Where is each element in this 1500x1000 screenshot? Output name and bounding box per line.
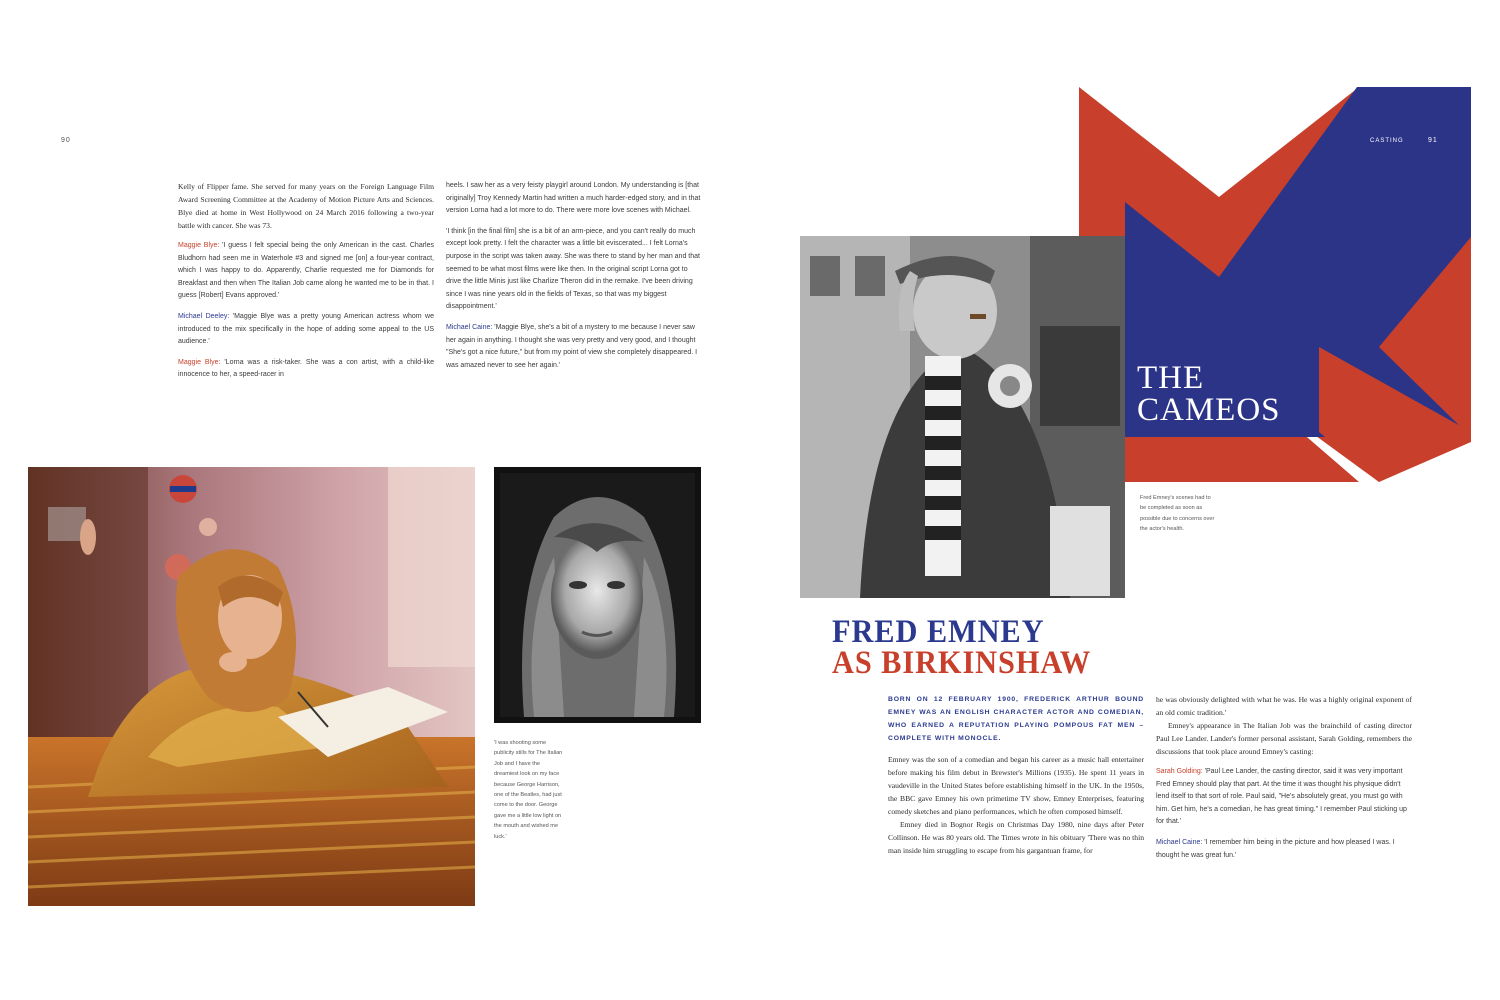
section-title-line-1: THE xyxy=(1137,360,1205,396)
quote-text: 'I guess I felt special being the only American in the cast. Charles Bludhorn had seen me in Waterhole #3 and signed me [on] a four-year contract, which I was happy to do. Apparently, Charlie requested me for Diamonds for Breakfast and then when The Italian Job came along he wanted me to be in that. I guess [Robert] Evans approved.' xyxy=(178,242,434,300)
col2-paragraph-1: he was obviously delighted with what he was. He was a highly original exponent of an old comic tradition.' xyxy=(1156,695,1412,717)
quote-text: 'Paul Lee Lander, the casting director, said it was very important Fred Emney should play that part. At the time it was thought his physique didn't lend itself to that sort of role. Paul said, "He's absolutely great, you must go with him. Get him, he's a comedian, he has great timing." I remember Paul sticking up for that.' xyxy=(1156,768,1407,826)
left-page-number: 90 xyxy=(61,137,71,144)
quote-golding xyxy=(1156,766,1412,829)
body-text xyxy=(888,753,1144,857)
portrait-caption: 'I was shooting some publicity stills for The Italian Job and I have the dreamiest look on my face because George Harrison, one of the Beatles, had just come to the door. George gave me a little low light on the mouth and wished me luck.' xyxy=(494,740,563,840)
left-column-2 xyxy=(446,180,702,380)
speaker-name: Sarah Golding: xyxy=(1156,768,1203,775)
quote-caine xyxy=(446,322,702,372)
speaker-name: Michael Deeley: xyxy=(178,312,230,320)
quote-text: 'Maggie Blye was a pretty young American actress whom we introduced to the mix specifically in the hope of adding some appeal to the US audience.' xyxy=(178,312,434,346)
quote-text: 'I remember him being in the picture and how pleased I was. I thought he was great fun.' xyxy=(1156,838,1395,859)
section-title xyxy=(1137,362,1281,426)
right-column-1 xyxy=(888,693,1144,865)
quote-text: 'Lorna was a risk-taker. She was a con artist, with a child-like innocence to her, a speed-racer in xyxy=(178,358,435,379)
maggie-blye-color-photo xyxy=(28,467,475,906)
col2-paragraph-2: 'I think [in the final film] she is a bit of an arm-piece, and you can't really do much except look pretty. I felt the character was a little bit eviscerated... I felt Lorna's purpose in the script was taken away. She was there to stand by her man and that seemed to be what most films were like then. In the original script Lorna got to drive the little Minis just like Charlize Theron did in the remake. I've been driving since I was nine years old in the fields of Texas, so that was my biggest disappointment.' xyxy=(446,227,700,311)
striped-scarf xyxy=(925,356,961,576)
running-head: CASTING xyxy=(1370,138,1404,144)
col2-paragraph-1: heels. I saw her as a very feisty playgirl around London. My understanding is [that originally] Troy Kennedy Martin had written a much harder-edged story, and in that version Lorna had a lot more to do. There were more love scenes with Michael. xyxy=(446,182,701,215)
right-page-number: 91 xyxy=(1428,137,1438,144)
speaker-name: Maggie Blye: xyxy=(178,242,220,249)
left-column-1 xyxy=(178,180,434,390)
section-title-line-2: CAMEOS xyxy=(1137,392,1281,428)
speaker-name: Maggie Blye: xyxy=(178,358,221,366)
headline xyxy=(832,614,1092,681)
col2-body xyxy=(1156,693,1412,758)
quote-block xyxy=(178,240,434,382)
intro-paragraph: Kelly of Flipper fame. She served for many years on the Foreign Language Film Award Screening Committee at the Academy of Motion Picture Arts and Sciences. Blye died at home in West Hollywood on 24 March 2016 following a two-year battle with cancer. She was 73. xyxy=(178,182,434,230)
headline-line-2: AS BIRKINSHAW xyxy=(832,645,1092,681)
col2-quotes xyxy=(1156,766,1412,862)
right-column-2 xyxy=(1156,693,1412,870)
emney-photo-caption: Fred Emney's scenes had to be completed as soon as possible due to concerns over the actor's health. xyxy=(1140,495,1215,533)
headline-line-1: FRED EMNEY xyxy=(832,614,1045,650)
quote-text: 'Maggie Blye, she's a bit of a mystery to me because I never saw her again in anything. I thought she was very pretty and very good, and I thought "She's got a nice future," but from my point of view she completely disappeared. I was amazed never to see her again.' xyxy=(446,323,698,369)
lead-paragraph: BORN ON 12 FEBRUARY 1900, FREDERICK ARTHUR BOUND EMNEY WAS AN ENGLISH CHARACTER ACTOR AND COMEDIAN, WHO EARNED A REPUTATION PLAYING POMPOUS FAT MEN – COMPLETE WITH MONOCLE. xyxy=(888,696,1144,742)
body-paragraph-2: Emney died in Bognor Regis on Christmas Day 1980, nine days after Peter Collinson. He was 80 years old. The Times wrote in his obituary 'There was no thin man inside him struggling to escape from his gargantuan frame, for xyxy=(888,820,1144,855)
body-paragraph-1: Emney was the son of a comedian and began his career as a music hall entertainer before making his film debut in Brewster's Millions (1935). He spent 11 years in vaudeville in the United States before establishing himself in the UK. In the 1950s, the BBC gave Emney his own primetime TV show, Emney Enterprises, featuring comedy sketches and piano performances, which he often composed himself. xyxy=(888,755,1144,816)
quote-maggie-2 xyxy=(178,357,434,382)
speaker-name: Michael Caine: xyxy=(1156,838,1203,846)
quote-deeley xyxy=(178,311,434,349)
col2-paragraph-2: Emney's appearance in The Italian Job was the brainchild of casting director Paul Lee Lander. Lander's former personal assistant, Sarah Golding, remembers the discussions that took place around Emney's casting: xyxy=(1156,721,1412,756)
quote-maggie-1 xyxy=(178,240,434,303)
fred-emney-photo xyxy=(800,236,1125,598)
maggie-blye-bw-portrait xyxy=(494,467,701,723)
quote-caine-emney xyxy=(1156,837,1412,862)
speaker-name: Michael Caine: xyxy=(446,323,493,331)
